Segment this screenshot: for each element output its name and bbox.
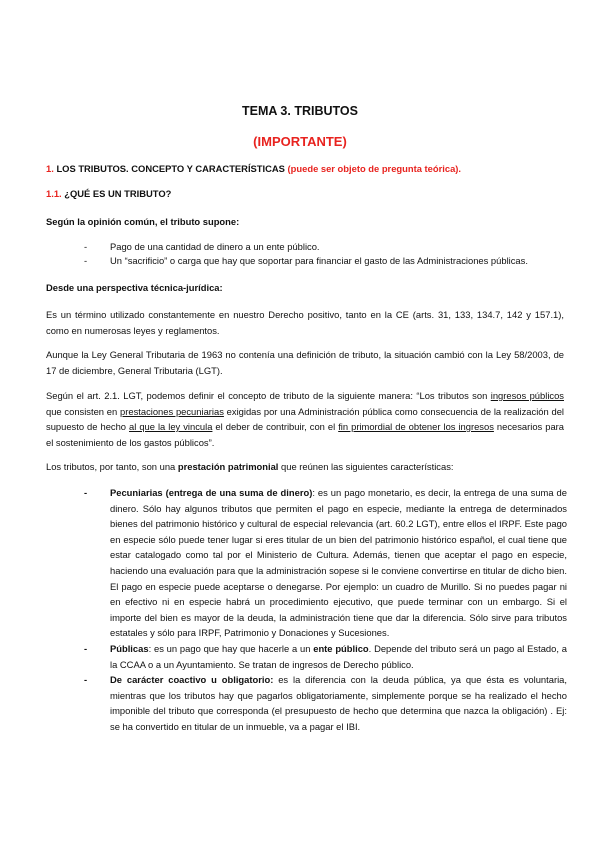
underlined-term: prestaciones pecuniarias — [120, 405, 224, 417]
underlined-term: ingresos públicos — [490, 390, 564, 401]
list-item: - De carácter coactivo u obligatorio: es la diferencia con la deuda pública, ya que ésta es voluntaria, mientras que los tributos hay que pagarlos obligatoriamente, simplemente porque se ha realizado el hecho imponible del tributo que corresponda (el presupuesto de hecho que determina que nazca la obligación) . Ej: se ha convertido en titular de un inmueble, va a pagar el IBI. — [84, 674, 567, 732]
list-item: - Públicas: es un pago que hay que hacerle a un ente público. Depende del tributo será un pago al Estado, a la CCAA o a un Ayuntamiento. Se tratan de ingresos de Derecho público. — [84, 642, 567, 670]
underlined-term: fin primordial de obtener los ingresos — [338, 421, 494, 432]
section-1-1-number: 1.1. — [46, 188, 62, 199]
characteristics-list — [84, 485, 567, 735]
section-1-number: 1. — [46, 163, 54, 174]
paragraph-1: Es un término utilizado constantemente en nuestro Derecho positivo, tanto en la CE (arts. 31, 133, 134.7, 142 y 157.1), como en numerosas leyes y reglamentos. — [46, 309, 564, 336]
underlined-term: al que la ley vincula — [129, 421, 213, 432]
section-1-1-title: ¿QUÉ ES UN TRIBUTO? — [64, 188, 172, 199]
section-1-title: LOS TRIBUTOS. CONCEPTO Y CARACTERÍSTICAS — [56, 163, 285, 174]
paragraph-3: Según el art. 2.1. LGT, podemos definir el concepto de tributo de la siguiente manera: “Los tributos son ingresos públicos que consisten en prestaciones pecuniarias exigidas por una Administración pública como consecuencia de la realización del supuesto de hecho al que la ley vincula el deber de contribuir, con el fin primordial de obtener los ingresos necesarios para el sostenimiento de los gastos públicos”. — [46, 390, 565, 448]
list-item: - Pago de una cantidad de dinero a un ente público. — [84, 241, 320, 252]
opinion-list — [84, 240, 564, 268]
section-1-note: (puede ser objeto de pregunta teórica). — [287, 163, 462, 174]
opinion-heading: Según la opinión común, el tributo supone: — [46, 216, 240, 227]
paragraph-4: Los tributos, por tanto, son una prestación patrimonial que reúnen las siguientes características: — [46, 461, 454, 472]
list-item: - Un “sacrificio” o carga que hay que soportar para financiar el gasto de las Administraciones públicas. — [84, 255, 528, 266]
section-1-1-heading — [46, 187, 564, 201]
page-title: TEMA 3. TRIBUTOS — [242, 104, 358, 118]
page-subtitle: (IMPORTANTE) — [253, 134, 347, 149]
paragraph-2: Aunque la Ley General Tributaria de 1963 no contenía una definición de tributo, la situación cambió con la Ley 58/2003, de 17 de diciembre, General Tributaria (LGT). — [46, 349, 564, 376]
list-item: - Pecuniarias (entrega de una suma de dinero): es un pago monetario, es decir, la entrega de una suma de dinero. Sólo hay algunos tributos que permiten el pago en especie, mediante la entrega de determinados bienes del patrimonio histórico y cultural de especial relevancia (art. 60.2 LGT), entre ellos el IRPF. Este pago en especie sólo puede tener lugar si eres titular de un bien del patrimonio histórico español, el cual tiene que estar catalogado como tal por el Ministerio de Cultura. Además, tienen que aceptar el pago en especie, haciendo una evaluación para que la administración sopese si le conviene convertirse en titular de dicho bien. El pago en especie puede aceptarse o denegarse. Por ejemplo: un cuadro de Murillo. Si no puedes pagar ni en efectivo ni en especie habrá un procedimiento ejecutivo, que puede terminar con un embargo. Si el importe del bien es mayor de la deuda, la administración tiene que dar la diferencia. Sólo sirve para tributos estatales y sólo para IRPF, Patrimonio y Donaciones y Sucesiones. — [84, 487, 567, 639]
tech-heading: Desde una perspectiva técnica-jurídica: — [46, 282, 223, 293]
section-1-heading — [46, 162, 564, 176]
